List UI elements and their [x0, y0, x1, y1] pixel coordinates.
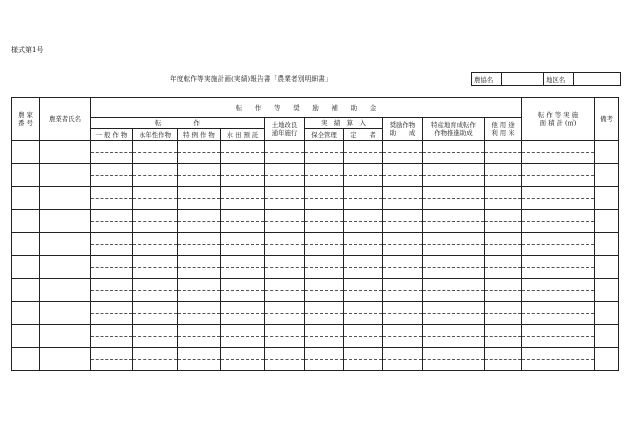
table-cell[interactable] — [305, 141, 344, 153]
table-cell[interactable] — [344, 233, 383, 245]
table-cell[interactable] — [305, 221, 344, 233]
table-cell[interactable] — [595, 187, 619, 210]
table-cell[interactable] — [40, 141, 91, 164]
table-cell[interactable] — [344, 348, 383, 360]
paddy-trust-header: 水 田 預 託 — [221, 129, 265, 141]
table-cell[interactable] — [383, 348, 423, 360]
table-cell[interactable] — [91, 164, 133, 176]
table-cell[interactable] — [344, 313, 383, 325]
table-cell[interactable] — [423, 290, 485, 302]
table-cell[interactable] — [383, 141, 423, 153]
table-cell[interactable] — [133, 164, 178, 176]
table-cell[interactable] — [423, 325, 485, 337]
designated-header: 定 者 — [344, 129, 383, 141]
header-fields — [471, 72, 621, 86]
table-cell[interactable] — [221, 187, 265, 199]
table-row — [12, 187, 619, 199]
table-cell[interactable] — [133, 359, 178, 371]
table-cell[interactable] — [423, 210, 485, 222]
table-cell[interactable] — [91, 290, 133, 302]
table-cell[interactable] — [423, 313, 485, 325]
table-cell[interactable] — [265, 210, 305, 222]
table-cell[interactable] — [485, 233, 522, 245]
table-cell[interactable] — [265, 164, 305, 176]
table-cell[interactable] — [133, 187, 178, 199]
table-row — [12, 279, 619, 291]
table-cell[interactable] — [383, 267, 423, 279]
table-row — [12, 210, 619, 222]
table-cell[interactable] — [133, 141, 178, 153]
table-cell[interactable] — [265, 198, 305, 210]
table-cell[interactable] — [383, 210, 423, 222]
table-cell[interactable] — [383, 233, 423, 245]
other-rice-header: 他 用 途 利 用 米 — [485, 118, 522, 141]
table-cell[interactable] — [221, 313, 265, 325]
incentive-header: 奨励作物 助 成 — [383, 118, 423, 141]
table-cell[interactable] — [522, 256, 595, 268]
district-value-field[interactable] — [574, 73, 620, 85]
table-cell[interactable] — [178, 348, 221, 360]
table-cell[interactable] — [423, 164, 485, 176]
table-cell[interactable] — [423, 233, 485, 245]
table-cell[interactable] — [485, 256, 522, 268]
table-cell[interactable] — [485, 267, 522, 279]
table-cell[interactable] — [423, 221, 485, 233]
nokyo-label: 農協名 — [472, 73, 502, 85]
farmer-name-header: 農業者氏名 — [40, 98, 91, 141]
table-row — [12, 244, 619, 256]
table-cell[interactable] — [383, 336, 423, 348]
table-cell[interactable] — [12, 210, 40, 233]
table-cell[interactable] — [344, 256, 383, 268]
table-cell[interactable] — [91, 141, 133, 153]
table-cell[interactable] — [383, 290, 423, 302]
table-cell[interactable] — [305, 348, 344, 360]
table-cell[interactable] — [178, 302, 221, 314]
table-cell[interactable] — [133, 290, 178, 302]
table-cell[interactable] — [40, 256, 91, 279]
table-cell[interactable] — [595, 279, 619, 302]
table-cell[interactable] — [40, 233, 91, 256]
table-cell[interactable] — [265, 313, 305, 325]
table-cell[interactable] — [265, 348, 305, 360]
table-row — [12, 302, 619, 314]
table-cell[interactable] — [485, 221, 522, 233]
table-cell[interactable] — [221, 359, 265, 371]
table-cell[interactable] — [91, 267, 133, 279]
table-cell[interactable] — [221, 198, 265, 210]
table-body — [12, 141, 619, 371]
table-cell[interactable] — [133, 313, 178, 325]
table-cell[interactable] — [383, 279, 423, 291]
table-cell[interactable] — [305, 279, 344, 291]
table-cell[interactable] — [265, 325, 305, 337]
table-cell[interactable] — [221, 152, 265, 164]
table-cell[interactable] — [305, 198, 344, 210]
table-cell[interactable] — [522, 313, 595, 325]
table-cell[interactable] — [221, 336, 265, 348]
table-cell[interactable] — [485, 175, 522, 187]
table-cell[interactable] — [344, 359, 383, 371]
table-cell[interactable] — [265, 175, 305, 187]
table-cell[interactable] — [522, 164, 595, 176]
table-cell[interactable] — [221, 210, 265, 222]
table-row — [12, 348, 619, 360]
table-cell[interactable] — [178, 336, 221, 348]
table-cell[interactable] — [265, 233, 305, 245]
table-cell[interactable] — [178, 175, 221, 187]
table-cell[interactable] — [12, 325, 40, 348]
table-cell[interactable] — [221, 279, 265, 291]
table-cell[interactable] — [595, 233, 619, 256]
table-cell[interactable] — [40, 302, 91, 325]
table-cell[interactable] — [344, 244, 383, 256]
table-cell[interactable] — [423, 336, 485, 348]
table-cell[interactable] — [383, 221, 423, 233]
table-cell[interactable] — [178, 290, 221, 302]
table-cell[interactable] — [383, 175, 423, 187]
table-cell[interactable] — [12, 164, 40, 187]
table-cell[interactable] — [91, 210, 133, 222]
table-cell[interactable] — [595, 325, 619, 348]
table-cell[interactable] — [265, 290, 305, 302]
table-cell[interactable] — [522, 302, 595, 314]
table-cell[interactable] — [595, 164, 619, 187]
table-cell[interactable] — [485, 244, 522, 256]
table-cell[interactable] — [265, 141, 305, 153]
table-cell[interactable] — [40, 210, 91, 233]
tensaku-header: 転 作 — [91, 118, 265, 129]
table-cell[interactable] — [522, 336, 595, 348]
table-cell[interactable] — [305, 175, 344, 187]
table-cell[interactable] — [305, 256, 344, 268]
table-cell[interactable] — [91, 198, 133, 210]
table-cell[interactable] — [522, 152, 595, 164]
document-title: 年度転作等実施計画(実績)報告書「農業者別明細書」 — [170, 75, 332, 83]
area-total-header: 転 作 等 実 施 面 積 計 (㎡) — [522, 98, 595, 141]
table-row — [12, 221, 619, 233]
general-crops-header: 一 般 作 物 — [91, 129, 133, 141]
table-cell[interactable] — [221, 348, 265, 360]
table-cell[interactable] — [423, 256, 485, 268]
table-cell[interactable] — [133, 279, 178, 291]
table-cell[interactable] — [485, 313, 522, 325]
table-cell[interactable] — [344, 187, 383, 199]
table-cell[interactable] — [383, 313, 423, 325]
table-row — [12, 164, 619, 176]
table-cell[interactable] — [383, 152, 423, 164]
farm-number-header: 農 家 番 号 — [12, 98, 40, 141]
subsidy-group-header: 転 作 等 奨 励 補 助 金 — [91, 98, 522, 118]
table-cell[interactable] — [485, 152, 522, 164]
table-cell[interactable] — [91, 233, 133, 245]
table-cell[interactable] — [91, 244, 133, 256]
table-cell[interactable] — [485, 164, 522, 176]
table-cell[interactable] — [133, 210, 178, 222]
table-cell[interactable] — [133, 152, 178, 164]
table-cell[interactable] — [178, 221, 221, 233]
table-cell[interactable] — [344, 290, 383, 302]
table-row — [12, 175, 619, 187]
table-cell[interactable] — [383, 244, 423, 256]
table-cell[interactable] — [265, 244, 305, 256]
table-cell[interactable] — [305, 267, 344, 279]
table-cell[interactable] — [595, 141, 619, 164]
table-cell[interactable] — [344, 198, 383, 210]
table-cell[interactable] — [485, 325, 522, 337]
remarks-header: 備考 — [595, 98, 619, 141]
table-cell[interactable] — [265, 187, 305, 199]
table-cell[interactable] — [133, 198, 178, 210]
table-cell[interactable] — [522, 348, 595, 360]
table-cell[interactable] — [383, 302, 423, 314]
table-cell[interactable] — [344, 221, 383, 233]
table-cell[interactable] — [133, 175, 178, 187]
table-cell[interactable] — [423, 141, 485, 153]
table-cell[interactable] — [12, 187, 40, 210]
table-cell[interactable] — [305, 325, 344, 337]
table-cell[interactable] — [133, 267, 178, 279]
table-cell[interactable] — [522, 233, 595, 245]
table-cell[interactable] — [485, 210, 522, 222]
table-cell[interactable] — [485, 141, 522, 153]
table-cell[interactable] — [522, 187, 595, 199]
table-cell[interactable] — [91, 256, 133, 268]
table-cell[interactable] — [485, 187, 522, 199]
table-cell[interactable] — [221, 164, 265, 176]
table-cell[interactable] — [522, 175, 595, 187]
perennial-crops-header: 永年性作物 — [133, 129, 178, 141]
table-cell[interactable] — [344, 141, 383, 153]
table-cell[interactable] — [178, 279, 221, 291]
district-label: 地区名 — [544, 73, 574, 85]
table-cell[interactable] — [265, 256, 305, 268]
table-cell[interactable] — [178, 187, 221, 199]
table-cell[interactable] — [522, 325, 595, 337]
table-cell[interactable] — [265, 336, 305, 348]
table-cell[interactable] — [305, 313, 344, 325]
table-cell[interactable] — [178, 313, 221, 325]
table-cell[interactable] — [522, 279, 595, 291]
table-cell[interactable] — [91, 359, 133, 371]
table-cell[interactable] — [305, 290, 344, 302]
table-cell[interactable] — [522, 290, 595, 302]
table-cell[interactable] — [305, 302, 344, 314]
table-cell[interactable] — [485, 302, 522, 314]
table-cell[interactable] — [178, 325, 221, 337]
nokyo-value-field[interactable] — [502, 73, 544, 85]
table-cell[interactable] — [344, 164, 383, 176]
table-cell[interactable] — [305, 210, 344, 222]
table-row — [12, 141, 619, 153]
table-cell[interactable] — [423, 244, 485, 256]
table-cell[interactable] — [133, 302, 178, 314]
table-cell[interactable] — [344, 325, 383, 337]
table-cell[interactable] — [12, 256, 40, 279]
table-cell[interactable] — [522, 221, 595, 233]
table-cell[interactable] — [91, 152, 133, 164]
table-cell[interactable] — [522, 198, 595, 210]
table-cell[interactable] — [40, 164, 91, 187]
table-cell[interactable] — [12, 141, 40, 164]
table-cell[interactable] — [383, 359, 423, 371]
table-cell[interactable] — [485, 279, 522, 291]
table-cell[interactable] — [423, 175, 485, 187]
table-cell[interactable] — [305, 187, 344, 199]
table-cell[interactable] — [344, 175, 383, 187]
table-row — [12, 325, 619, 337]
achievement-group-header: 実 績 算 入 — [305, 118, 383, 129]
table-cell[interactable] — [522, 267, 595, 279]
table-row — [12, 267, 619, 279]
table-row — [12, 290, 619, 302]
table-cell[interactable] — [522, 210, 595, 222]
table-row — [12, 359, 619, 371]
table-cell[interactable] — [91, 187, 133, 199]
table-cell[interactable] — [265, 359, 305, 371]
table-cell[interactable] — [423, 279, 485, 291]
table-cell[interactable] — [595, 210, 619, 233]
table-cell[interactable] — [423, 359, 485, 371]
table-cell[interactable] — [522, 141, 595, 153]
table-cell[interactable] — [423, 198, 485, 210]
table-cell[interactable] — [221, 233, 265, 245]
table-cell[interactable] — [305, 336, 344, 348]
table-cell[interactable] — [40, 187, 91, 210]
table-row — [12, 336, 619, 348]
land-improvement-header: 土地改良 通年施行 — [265, 118, 305, 141]
table-cell[interactable] — [221, 221, 265, 233]
table-cell[interactable] — [40, 325, 91, 348]
table-cell[interactable] — [522, 244, 595, 256]
table-cell[interactable] — [221, 325, 265, 337]
table-cell[interactable] — [423, 302, 485, 314]
farmer-detail-table — [11, 97, 619, 371]
table-cell[interactable] — [178, 233, 221, 245]
table-cell[interactable] — [383, 325, 423, 337]
table-cell[interactable] — [344, 302, 383, 314]
table-cell[interactable] — [305, 233, 344, 245]
table-cell[interactable] — [485, 336, 522, 348]
table-cell[interactable] — [265, 302, 305, 314]
table-cell[interactable] — [133, 336, 178, 348]
table-cell[interactable] — [12, 233, 40, 256]
table-cell[interactable] — [423, 187, 485, 199]
table-cell[interactable] — [595, 348, 619, 371]
table-cell[interactable] — [423, 348, 485, 360]
table-cell[interactable] — [178, 359, 221, 371]
table-cell[interactable] — [91, 348, 133, 360]
table-cell[interactable] — [383, 256, 423, 268]
table-cell[interactable] — [305, 244, 344, 256]
table-cell[interactable] — [485, 359, 522, 371]
table-row — [12, 256, 619, 268]
table-cell[interactable] — [221, 290, 265, 302]
table-cell[interactable] — [91, 302, 133, 314]
table-cell[interactable] — [40, 279, 91, 302]
table-cell[interactable] — [221, 267, 265, 279]
table-cell[interactable] — [133, 256, 178, 268]
table-cell[interactable] — [91, 279, 133, 291]
table-cell[interactable] — [305, 359, 344, 371]
table-cell[interactable] — [133, 233, 178, 245]
table-cell[interactable] — [178, 244, 221, 256]
table-cell[interactable] — [265, 279, 305, 291]
table-cell[interactable] — [344, 267, 383, 279]
table-cell[interactable] — [305, 164, 344, 176]
special-production-header: 特産地育成転作 作物推進助成 — [423, 118, 485, 141]
table-cell[interactable] — [91, 221, 133, 233]
table-row — [12, 233, 619, 245]
table-cell[interactable] — [595, 302, 619, 325]
table-cell[interactable] — [383, 164, 423, 176]
table-cell[interactable] — [133, 348, 178, 360]
table-cell[interactable] — [12, 348, 40, 371]
table-cell[interactable] — [91, 313, 133, 325]
table-cell[interactable] — [485, 198, 522, 210]
table-cell[interactable] — [91, 175, 133, 187]
table-cell[interactable] — [344, 336, 383, 348]
table-cell[interactable] — [221, 302, 265, 314]
table-cell[interactable] — [305, 152, 344, 164]
table-cell[interactable] — [344, 152, 383, 164]
table-cell[interactable] — [91, 336, 133, 348]
table-cell[interactable] — [178, 164, 221, 176]
form-number: 様式第1号 — [11, 46, 44, 54]
table-cell[interactable] — [133, 325, 178, 337]
table-cell[interactable] — [265, 267, 305, 279]
table-cell[interactable] — [221, 244, 265, 256]
table-cell[interactable] — [265, 152, 305, 164]
table-row — [12, 313, 619, 325]
table-cell[interactable] — [344, 279, 383, 291]
table-cell[interactable] — [265, 221, 305, 233]
table-row — [12, 152, 619, 164]
table-cell[interactable] — [595, 256, 619, 279]
table-cell[interactable] — [178, 141, 221, 153]
table-cell[interactable] — [522, 359, 595, 371]
table-cell[interactable] — [344, 210, 383, 222]
table-cell[interactable] — [178, 267, 221, 279]
table-cell[interactable] — [133, 221, 178, 233]
table-cell[interactable] — [383, 198, 423, 210]
table-cell[interactable] — [178, 152, 221, 164]
table-cell[interactable] — [485, 348, 522, 360]
table-cell[interactable] — [12, 279, 40, 302]
conservation-header: 保全管理 — [305, 129, 344, 141]
table-cell[interactable] — [12, 302, 40, 325]
table-cell[interactable] — [178, 198, 221, 210]
table-cell[interactable] — [383, 187, 423, 199]
table-cell[interactable] — [221, 141, 265, 153]
table-cell[interactable] — [40, 348, 91, 371]
table-cell[interactable] — [91, 325, 133, 337]
table-cell[interactable] — [133, 244, 178, 256]
table-cell[interactable] — [221, 256, 265, 268]
special-crops-header: 特 例 作 物 — [178, 129, 221, 141]
table-cell[interactable] — [485, 290, 522, 302]
table-cell[interactable] — [423, 152, 485, 164]
table-cell[interactable] — [423, 267, 485, 279]
table-cell[interactable] — [178, 210, 221, 222]
table-cell[interactable] — [178, 256, 221, 268]
table-row — [12, 198, 619, 210]
table-cell[interactable] — [221, 175, 265, 187]
